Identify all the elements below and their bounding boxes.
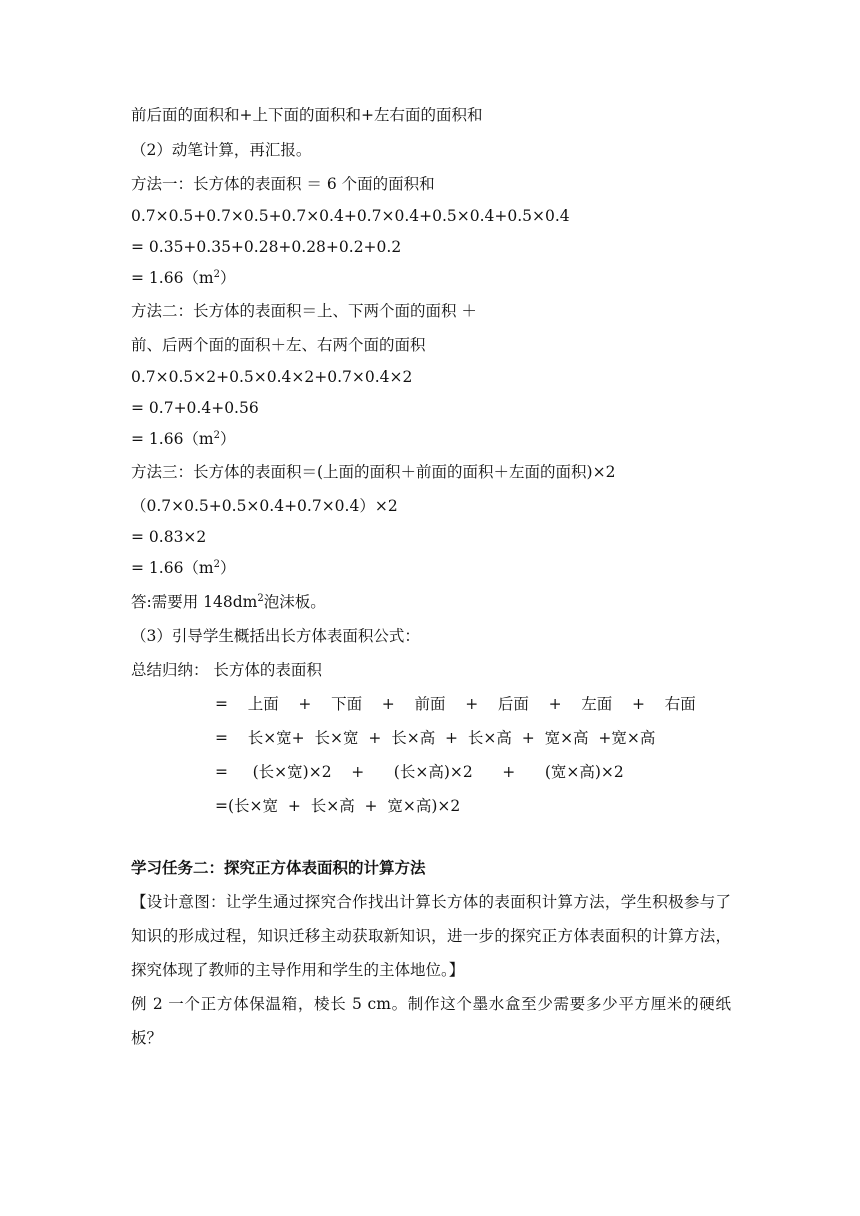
math-line: （0.7×0.5+0.5×0.4+0.7×0.4）×2 [131,497,398,515]
text-line: 前后面的面积和+上下面的面积和+左右面的面积和 [131,106,483,124]
summary-label: 总结归纳： 长方体的表面积 [131,661,322,679]
design-intent-paragraph: 【设计意图：让学生通过探究合作找出计算长方体的表面积计算方法，学生积极参与了知识的形成过程，知识迁移主动获取新知识，进一步的探究正方体表面积的计算方法，探究体现了教师的主导作用和学生的主体地位。】 [131,893,731,979]
formula-line: = 长×宽+ 长×宽 + 长×高 + 长×高 + 宽×高 +宽×高 [215,729,656,747]
math-line: = 0.35+0.35+0.28+0.28+0.2+0.2 [131,238,402,256]
method-one-heading: 方法一：长方体的表面积 ＝ 6 个面的面积和 [131,175,435,193]
result-line: = $1.66(m^2)$ [131,559,236,577]
math-line: = 0.7+0.4+0.56 [131,399,259,417]
result-line: = $1.66(m^2)$ [131,269,236,287]
math-line: = 0.83×2 [131,528,207,546]
text-line: 前、后两个面的面积＋左、右两个面的面积 [131,336,426,354]
section-heading: 学习任务二：探究正方体表面积的计算方法 [131,858,426,877]
formula-line: =(长×宽 + 长×高 + 宽×高)×2 [215,797,461,815]
math-line: 0.7×0.5×2+0.5×0.4×2+0.7×0.4×2 [131,368,413,386]
method-two-heading: 方法二：长方体的表面积＝上、下两个面的面积 ＋ [131,302,477,320]
formula-line: = (长×宽)×2 + (长×高)×2 + (宽×高)×2 [215,763,624,781]
method-three-heading: 方法三：长方体的表面积＝(上面的面积＋前面的面积＋左面的面积)×2 [131,463,616,481]
text-line: （2）动笔计算，再汇报。 [131,141,312,159]
answer-line: 答:需要用 $148dm^2$泡沫板。 [131,593,326,611]
math-line: 0.7×0.5+0.7×0.5+0.7×0.4+0.7×0.4+0.5×0.4+0.5×0.4 [131,207,570,225]
example-paragraph: 例 2 一个正方体保温箱，棱长 5 cm。制作这个墨水盒至少需要多少平方厘米的硬纸板？ [131,995,731,1047]
formula-line: = 上面 + 下面 + 前面 + 后面 + 左面 + 右面 [215,695,696,713]
text-line: （3）引导学生概括出长方体表面积公式： [131,627,420,645]
result-line: = $1.66(m^2)$ [131,430,236,448]
